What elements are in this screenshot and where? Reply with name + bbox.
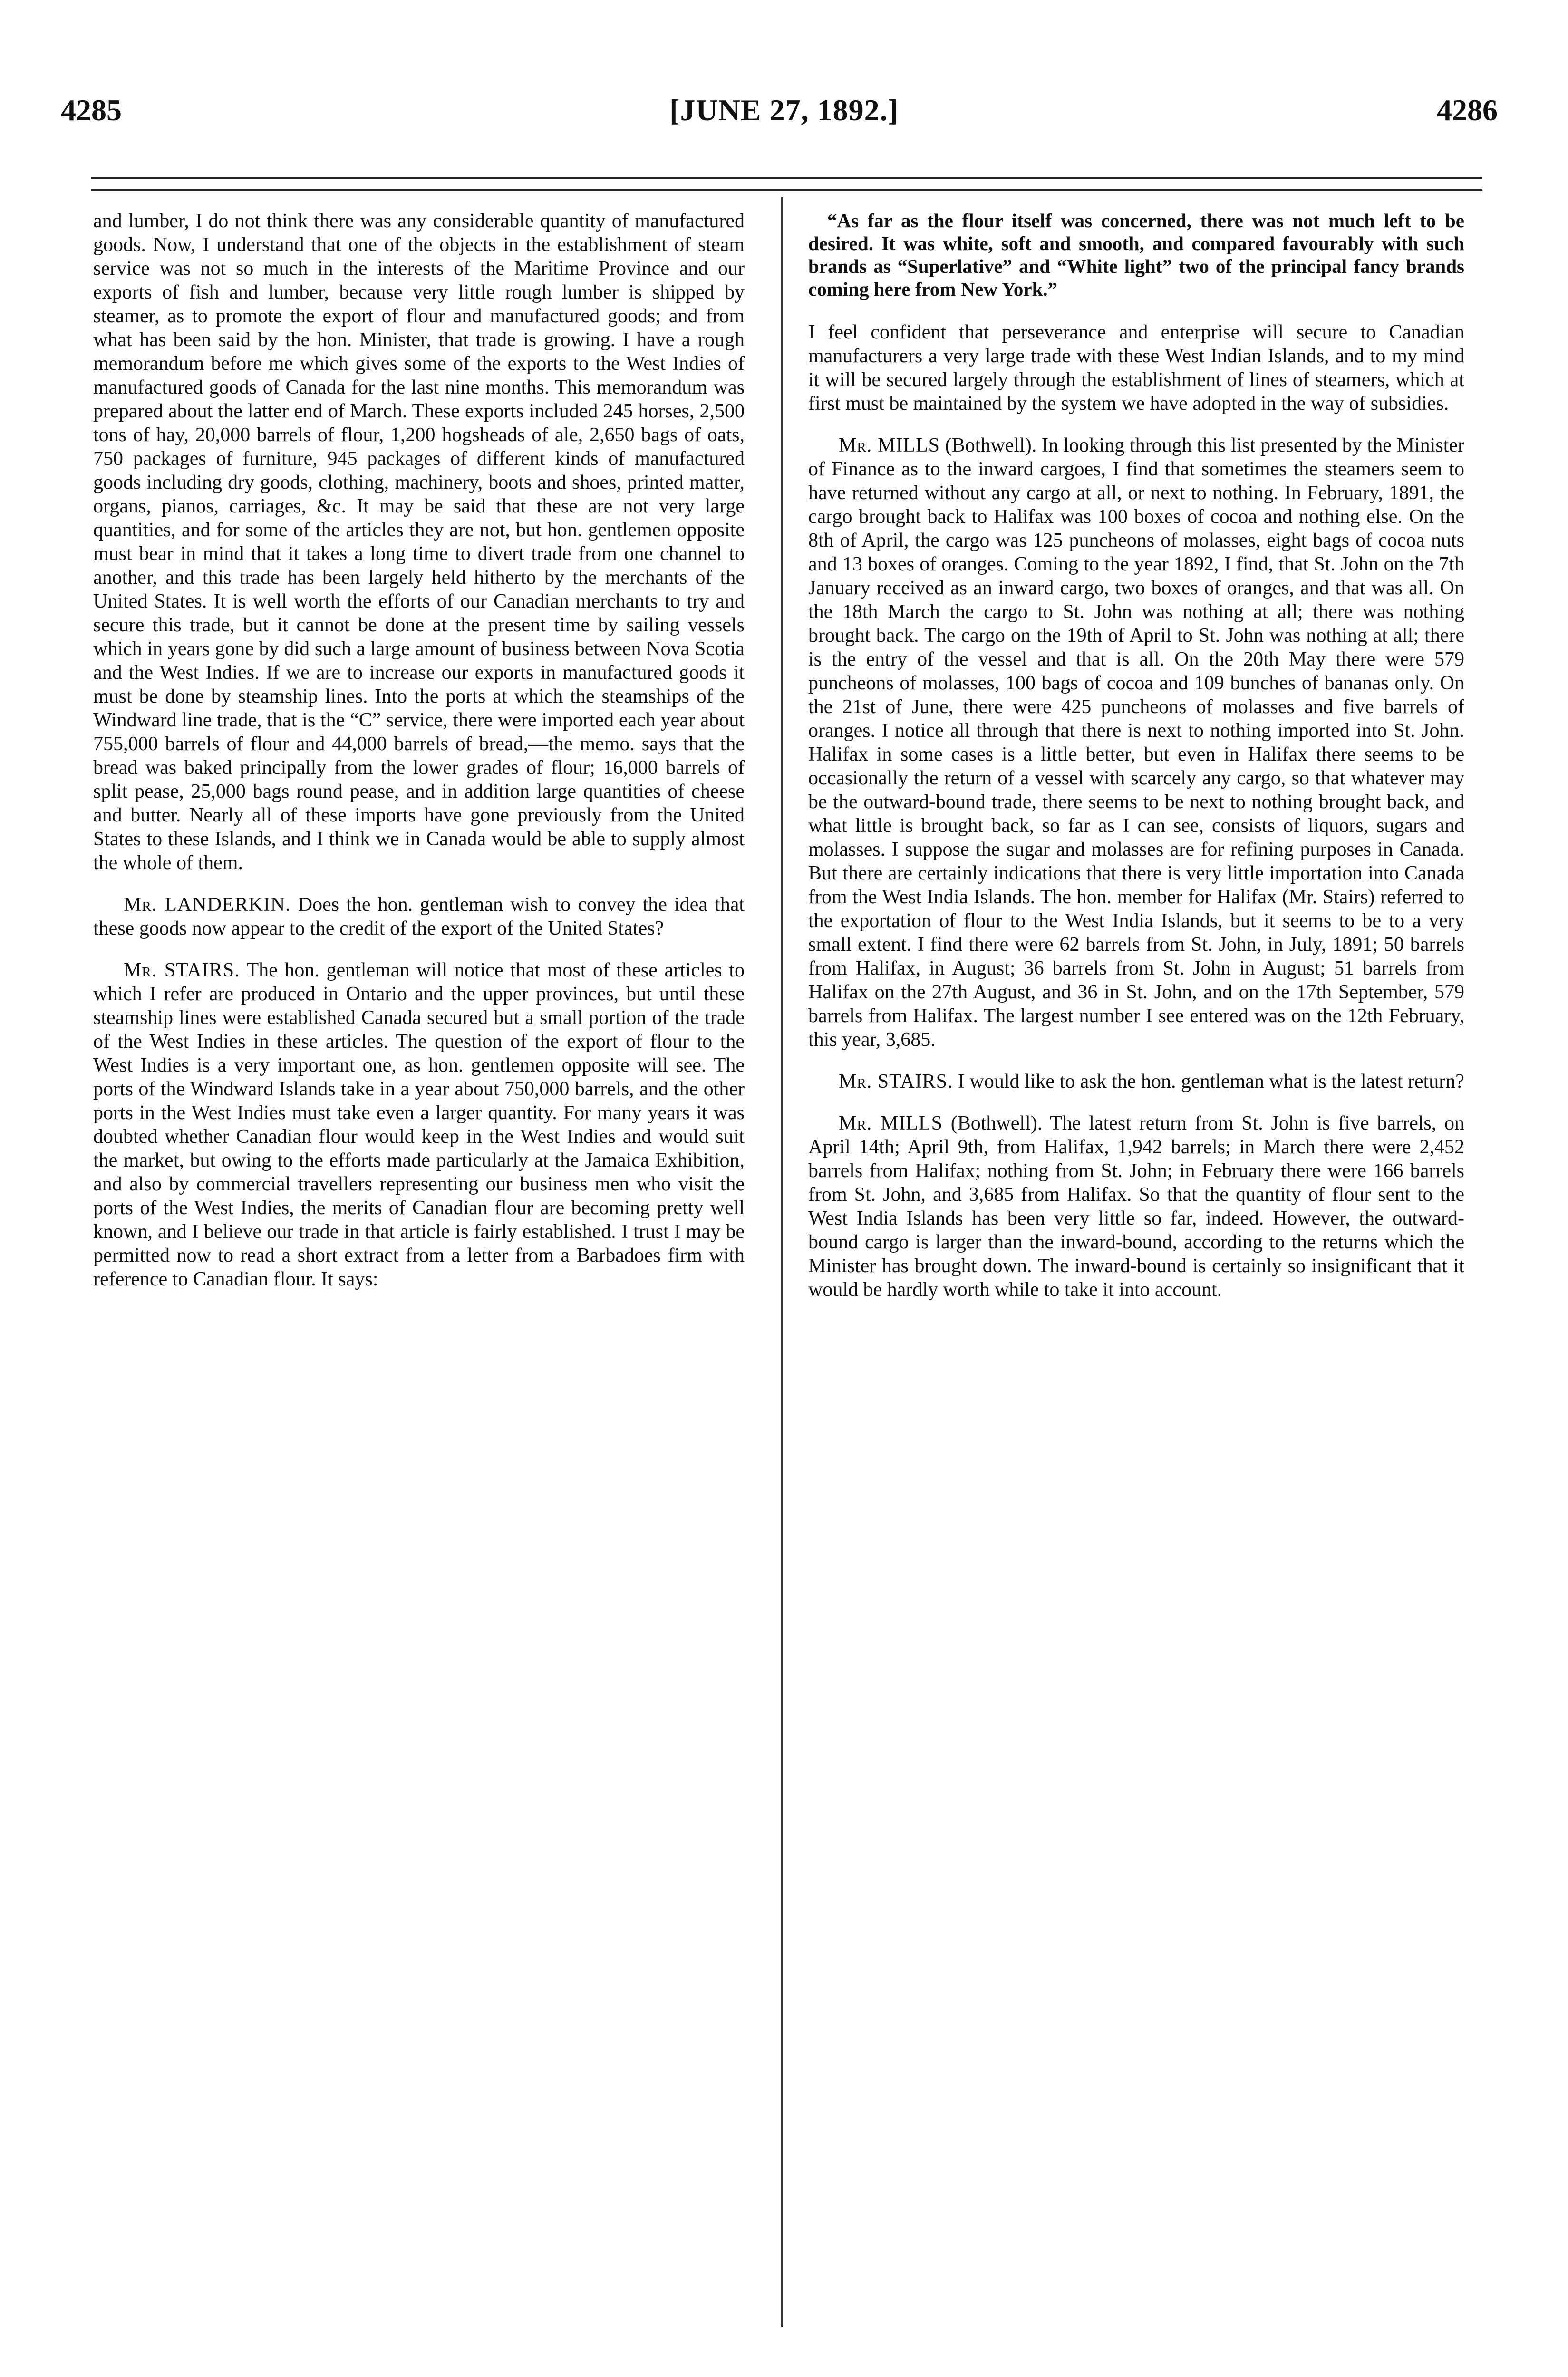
speech-text: Does the hon. gentleman wish to convey the idea that these goods now appear to the credit of the export of the United States? [93,894,745,939]
column-divider [781,197,783,2327]
right-paragraph-1: I feel confident that perseverance and enterprise will secure to Canadian manufacturers a very large trade with these West Indian Islands, and to my mind it will be secured largely through the establishment of lines of steamers, which at first must be maintained by the system we have adopted in the way of subsidies. [808,321,1464,415]
left-column [93,209,745,1309]
speaker-name: Mr. MILLS [839,435,940,456]
right-paragraph-3 [808,1070,1464,1093]
left-paragraph-3 [93,958,745,1291]
page-header [0,93,1568,135]
left-paragraph-2 [93,893,745,940]
speaker-name: Mr. LANDERKIN. [124,894,291,916]
left-paragraph-1: and lumber, I do not think there was any considerable quantity of manufactured goods. Now, I understand that one of the objects in the establishment of steam service was not so much in the interests of the Maritime Province and our exports of fish and lumber, because very little rough lumber is shipped by steamer, as to promote the export of flour and manufactured goods; and from what has been said by the hon. Minister, that trade is growing. I have a rough memorandum before me which gives some of the exports to the West Indies of manufactured goods of Canada for the last nine months. This memorandum was prepared about the latter end of March. These exports included 245 horses, 2,500 tons of hay, 20,000 barrels of flour, 1,200 hogsheads of ale, 2,650 bags of oats, 750 packages of furniture, 945 packages of different kinds of manufactured goods including dry goods, clothing, machinery, boots and shoes, printed matter, organs, pianos, carriages, &c. It may be said that these are not very large quantities, and for some of the articles they are not, but hon. gentlemen opposite must bear in mind that it takes a long time to divert trade from one channel to another, and this trade has been largely held hitherto by the merchants of the United States. It is well worth the efforts of our Canadian merchants to try and secure this trade, but it cannot be done at the present time by sailing vessels which in years gone by did such a large amount of business between Nova Scotia and the West Indies. If we are to increase our exports in manufactured goods it must be done by steamship lines. Into the ports at which the steamships of the Windward line trade, that is the “C” service, there were imported each year about 755,000 barrels of flour and 44,000 barrels of bread,—the memo. says that the bread was baked principally from the lower grades of flour; 16,000 barrels of split pease, 25,000 bags round pease, and in addition large quantities of cheese and butter. Nearly all of these imports have gone previously from the United States to these Islands, and I think we in Canada would be able to supply almost the whole of them. [93,210,745,874]
speech-text: (Bothwell). The latest return from St. John is five barrels, on April 14th; April 9th, from Halifax, 1,942 barrels; in March there were 2,452 barrels from Halifax; nothing from St. John; in February there were 166 barrels from St. John, and 3,685 from Halifax. So that the quantity of flour sent to the West India Islands has been very little so far, indeed. However, the outward-bound cargo is larger than the inward-bound, according to the returns which the Minister has brought down. The inward-bound is certainly so insignificant that it would be hardly worth while to take it into account. [808,1112,1465,1301]
speaker-name: Mr. STAIRS. [124,959,240,981]
speech-text: I would like to ask the hon. gentleman what is the latest return? [953,1071,1464,1092]
right-paragraph-2 [808,434,1464,1052]
right-column [808,209,1464,1320]
speech-text: The hon. gentleman will notice that most of these articles to which I refer are produced in Ontario and the upper provinces, but until these steamship lines were established Canada secured but a small portion of the trade of the West Indies in these articles. The question of the export of flour to the West Indies is a very important one, as hon. gentlemen opposite will see. The ports of the Windward Islands take in a year about 750,000 barrels, and the other ports in the West Indies must take even a larger quantity. For many years it was doubted whether Canadian flour would keep in the West Indies and would suit the market, but owing to the efforts made particularly at the Jamaica Exhibition, and also by commercial travellers representing our business men who visit the ports of the West Indies, the merits of Canadian flour are becoming pretty well known, and I believe our trade in that article is fairly established. I trust I may be permitted now to read a short extract from a letter from a Barbadoes firm with reference to Canadian flour. It says: [93,959,745,1290]
page-number-right: 4286 [1437,93,1498,127]
speech-text: (Bothwell). In looking through this list presented by the Minister of Finance as to the inward cargoes, I find that sometimes the steamers seem to have returned without any cargo at all, or next to nothing. In February, 1891, the cargo brought back to Halifax was 100 boxes of cocoa and nothing else. On the 8th of April, the cargo was 125 puncheons of molasses, eight bags of cocoa nuts and 13 boxes of oranges. Coming to the year 1892, I find, that St. John on the 7th January received as an inward cargo, two boxes of oranges, and that was all. On the 18th March the cargo to St. John was nothing at all; there was nothing brought back. The cargo on the 19th of April to St. John was nothing at all; there is the entry of the vessel and that is all. On the 20th May there were 579 puncheons of molasses, 100 bags of cocoa and 109 bunches of bananas only. On the 21st of June, there were 425 puncheons of molasses and five barrels of oranges. I notice all through that there is next to nothing imported into St. John. Halifax in some cases is a little better, but even in Halifax there seems to be occasionally the return of a vessel with scarcely any cargo, so that whatever may be the outward-bound trade, there seems to be next to nothing brought back, and what little is brought back, so far as I can see, consists of liquors, sugars and molasses. I suppose the sugar and molasses are for refining purposes in Canada. But there are certainly indications that there is very little importation into Canada from the West India Islands. The hon. member for Halifax (Mr. Stairs) referred to the exportation of flour to the West India Islands, but it seems to be to a very small extent. I find there were 62 barrels from St. John, in July, 1891; 50 barrels from Halifax, in August; 36 barrels from St. John in August; 51 barrels from Halifax on the 27th August, and 36 in St. John, and on the 17th September, 579 barrels from Halifax. The largest number I see entered was on the 12th February, this year, 3,685. [808,435,1464,1051]
header-rule-bottom [91,189,1482,191]
quoted-letter: “As far as the flour itself was concerned, there was not much left to be desired. It was white, soft and smooth, and compared favourably with such brands as “Superlative” and “White light” two of the principal fancy brands coming here from New York.” [808,210,1464,300]
speaker-name: Mr. STAIRS. [839,1071,953,1092]
page-date: [JUNE 27, 1892.] [669,93,899,127]
speaker-name: Mr. MILLS [839,1112,943,1134]
right-paragraph-4 [808,1111,1464,1302]
header-rule-top [91,177,1482,179]
page-number-left: 4285 [61,93,122,127]
